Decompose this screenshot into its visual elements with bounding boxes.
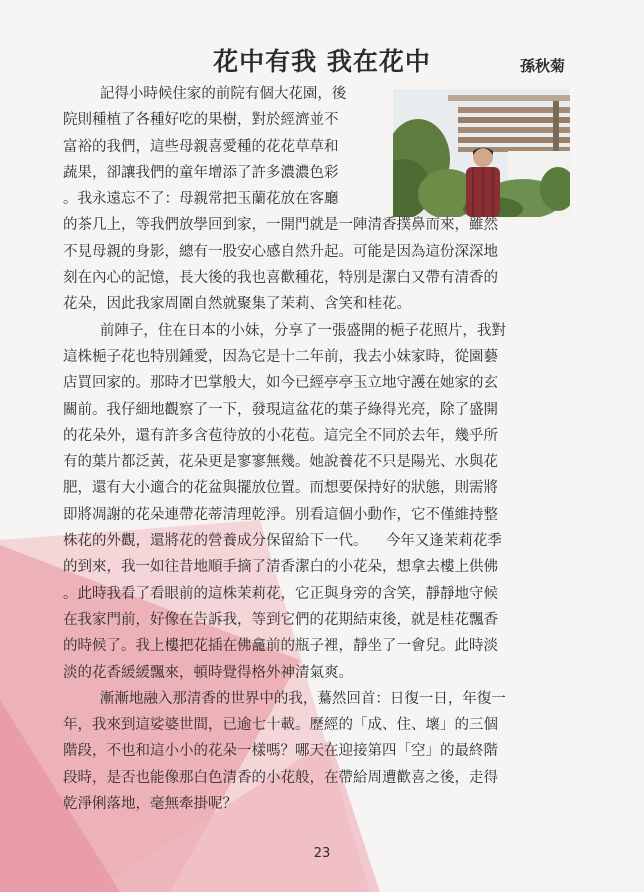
author-name: 孫秋菊 <box>520 57 566 75</box>
text-line: 這株梔子花也特別鍾愛，因為它是十二年前，我去小妹家時，從園藝 <box>63 348 498 365</box>
text-line: 的花朵外，還有許多含苞待放的小花苞。這完全不同於去年，幾乎所 <box>63 427 498 444</box>
text-line: 的到來，我一如往昔地順手摘了清香潔白的小花朵，想拿去樓上供佛 <box>63 559 498 576</box>
text-line: 院則種植了各種好吃的果樹，對於經濟並不 <box>63 112 339 129</box>
article-body <box>63 81 578 817</box>
text-line: 不見母親的身影，總有一股安心感自然升起。可能是因為這份深深地 <box>63 243 498 260</box>
text-line: 階段，不也和這小小的花朵一樣嗎？哪天在迎接第四「空」的最終階 <box>63 743 498 760</box>
text-line: 店買回家的。那時才巴掌般大，如今已經亭亭玉立地守護在她家的玄 <box>63 375 498 392</box>
text-line: 即將凋謝的花朵連帶花蒂清理乾淨。別看這個小動作，它不僅維持整 <box>63 506 498 523</box>
text-line: 株花的外觀，還將花的營養成分保留給下一代。 今年又逢茉莉花季 <box>63 533 502 550</box>
text-line: 年，我來到這娑婆世間，已逾七十載。歷經的「成、住、壞」的三個 <box>63 717 498 734</box>
text-line: 在我家門前，好像在告訴我，等到它們的花期結束後，就是桂花飄香 <box>63 611 498 628</box>
text-line: 富裕的我們，這些母親喜愛種的花花草草和 <box>63 138 339 155</box>
text-line: 記得小時候住家的前院有個大花園，後 <box>63 86 347 102</box>
text-line: 段時，是否也能像那白色清香的小花般，在帶給周遭歡喜之後，走得 <box>63 769 498 786</box>
text-line: 乾淨俐落地，毫無牽掛呢？ <box>63 796 237 813</box>
article-title: 花中有我 我在花中 <box>213 47 431 76</box>
text-line: 的茶几上，等我們放學回到家，一開門就是一陣清香撲鼻而來，雖然 <box>63 217 498 234</box>
text-line: 有的葉片都泛黃，花朵更是寥寥無幾。她說養花不只是陽光、水與花 <box>63 454 498 471</box>
text-line: 前陣子，住在日本的小妹，分享了一張盛開的梔子花照片，我對 <box>63 322 506 339</box>
text-line: 。此時我看了看眼前的這株茉莉花，它正與身旁的含笑，靜靜地守候 <box>63 585 498 602</box>
text-line: 淡的花香緩緩飄來，頓時覺得格外神清氣爽。 <box>63 664 353 681</box>
text-line: 刻在內心的記憶，長大後的我也喜歡種花，特別是潔白又帶有清香的 <box>63 270 498 287</box>
page-number: 23 <box>313 846 331 861</box>
text-line: 肥，還有大小適合的花盆與擺放位置。而想要保持好的狀態，則需將 <box>63 480 498 497</box>
text-line: 的時候了。我上樓把花插在佛龕前的瓶子裡，靜坐了一會兒。此時淡 <box>63 638 498 655</box>
text-line: 。我永遠忘不了：母親常把玉蘭花放在客廳 <box>63 191 339 208</box>
text-line: 關前。我仔細地觀察了一下，發現這盆花的葉子綠得光亮，除了盛開 <box>63 401 498 418</box>
text-line: 蔬果，卻讓我們的童年增添了許多濃濃色彩 <box>63 164 339 181</box>
text-line: 花朵，因此我家周圍自然就聚集了茉莉、含笑和桂花。 <box>63 296 411 313</box>
text-line: 漸漸地融入那清香的世界中的我，驀然回首：日復一日，年復一 <box>63 690 506 707</box>
